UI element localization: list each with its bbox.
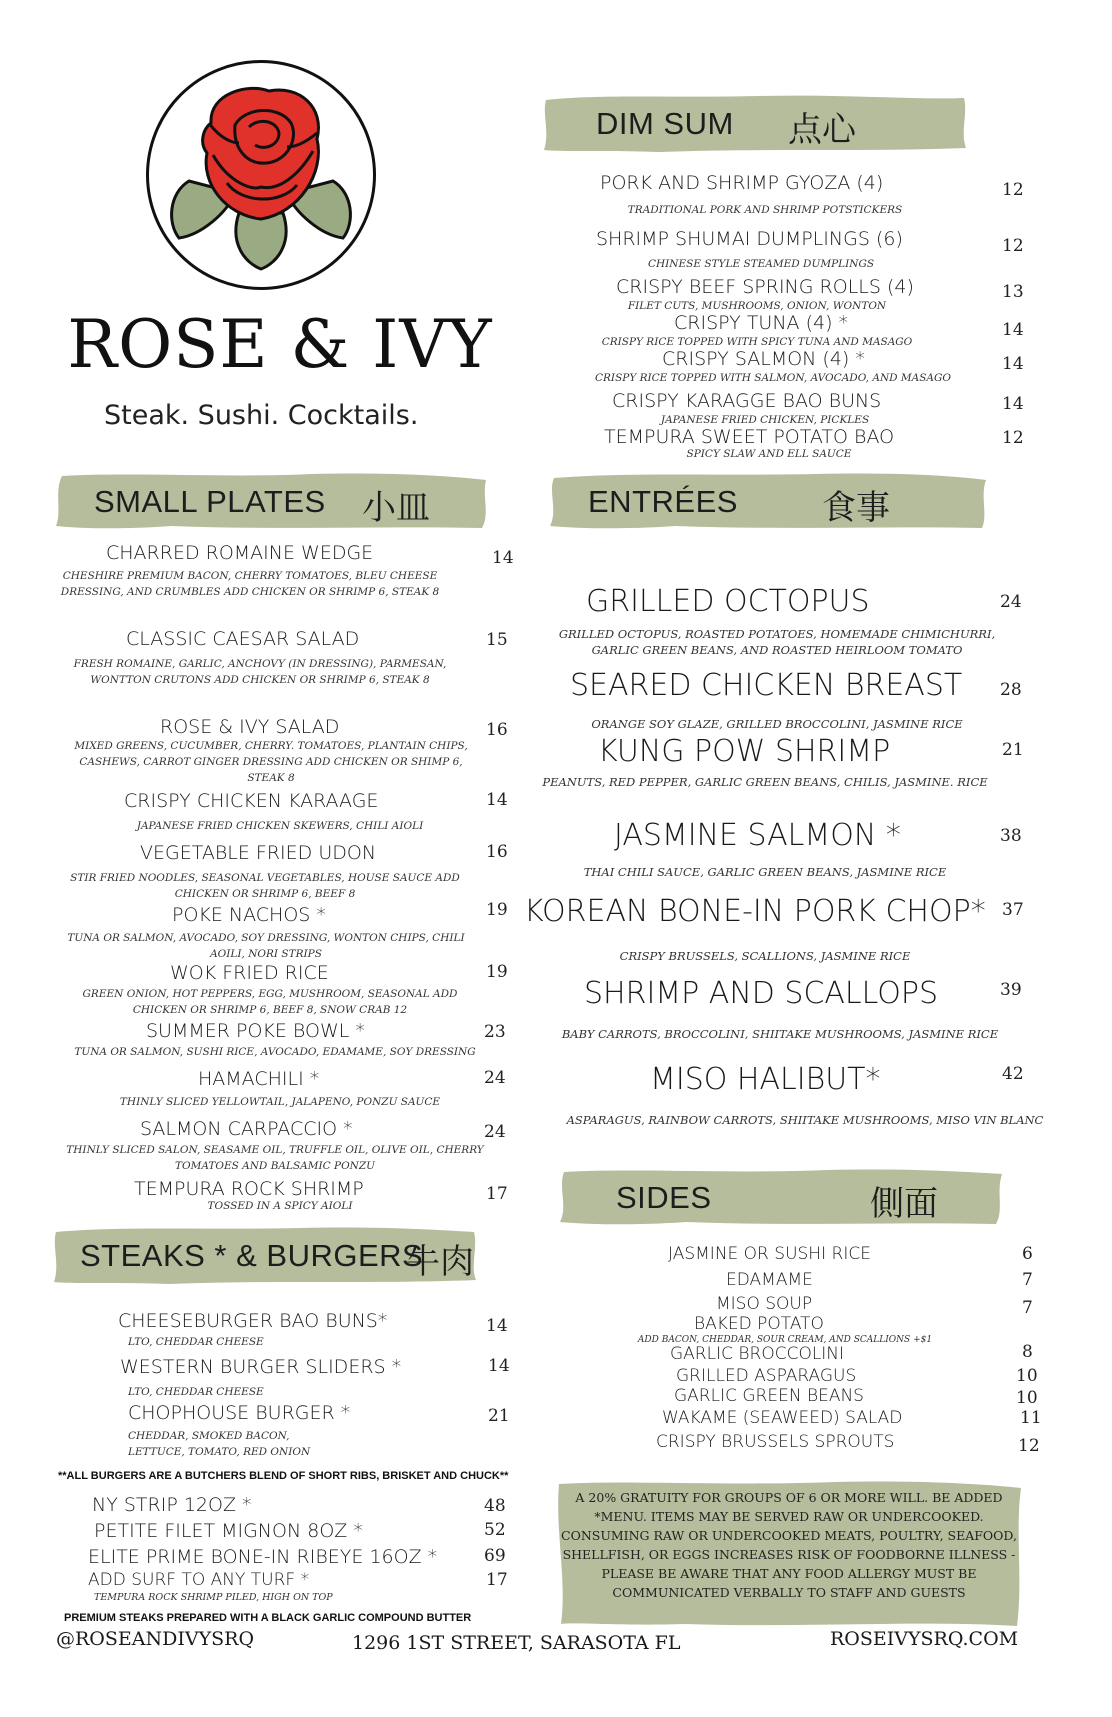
small-plates-item-desc: STIR FRIED NOODLES, SEASONAL VEGETABLES, HOUSE SAUCE ADD CHICKEN OR SHRIMP 6, BEEF 8 [70, 872, 460, 900]
dim-sum-item-name: CRISPY KARAGGE BAO BUNS [612, 390, 882, 412]
sides-item-price: 7 [1022, 1270, 1033, 1290]
entrees-item-price: 38 [1000, 826, 1022, 846]
dim-sum-item-price: 12 [1002, 180, 1024, 200]
dim-sum-item-desc: JAPANESE FRIED CHICKEN, PICKLES [660, 414, 870, 426]
burger-item-name: CHEESEBURGER BAO BUNS* [118, 1310, 388, 1332]
sides-title-cjk: 側面 [870, 1184, 938, 1224]
steak-item-name: PETITE FILET MIGNON 8OZ * [94, 1520, 363, 1542]
dim-sum-item-desc: CRISPY RICE TOPPED WITH SPICY TUNA AND MASAGO [601, 336, 913, 348]
small-plates-item-price: 16 [486, 842, 508, 862]
dim-sum-title: DIM SUM [596, 106, 734, 141]
dim-sum-item-desc: FILET CUTS, MUSHROOMS, ONION, WONTON [627, 300, 887, 312]
dim-sum-item-price: 12 [1002, 428, 1024, 448]
steak-item-price: 48 [484, 1496, 506, 1516]
small-plates-item-name: WOK FRIED RICE [170, 962, 329, 984]
small-plates-item-name: TEMPURA ROCK SHRIMP [134, 1178, 364, 1200]
burger-item-name: WESTERN BURGER SLIDERS * [120, 1356, 402, 1378]
dim-sum-item-price: 14 [1002, 320, 1024, 340]
dim-sum-item-price: 14 [1002, 394, 1024, 414]
entrees-item-desc: PEANUTS, RED PEPPER, GARLIC GREEN BEANS, CHILIS, JASMINE. RICE [542, 775, 988, 789]
small-plates-item-desc: TUNA OR SALMON, AVOCADO, SOY DRESSING, WONTON CHIPS, CHILI AOILI, NORI STRIPS [67, 932, 465, 960]
small-plates-item-desc: TOSSED IN A SPICY AIOLI [207, 1200, 353, 1212]
small-plates-title-cjk: 小皿 [362, 488, 430, 528]
entrees-banner [546, 470, 992, 532]
sides-item-price: 6 [1022, 1244, 1033, 1264]
dim-sum-item-desc: TRADITIONAL PORK AND SHRIMP POTSTICKERS [627, 204, 903, 216]
steak-item-price: 69 [484, 1546, 506, 1566]
small-plates-item-price: 15 [486, 630, 508, 650]
small-plates-item-price: 16 [486, 720, 508, 740]
rose-icon [149, 63, 373, 287]
burger-item-price: 21 [488, 1406, 510, 1426]
steaks-banner [50, 1224, 480, 1286]
notice-box [555, 1480, 1025, 1630]
sides-item-name: BAKED POTATO [694, 1314, 824, 1334]
footer-address: 1296 1ST STREET, SARASOTA FL [352, 1632, 681, 1654]
sides-item-name: CRISPY BRUSSELS SPROUTS [656, 1432, 895, 1452]
small-plates-item-desc: CHESHIRE PREMIUM BACON, CHERRY TOMATOES, BLEU CHEESE DRESSING, AND CRUMBLES ADD CHICKEN OR SHRIMP 6, STEAK 8 [60, 570, 440, 598]
entrees-item-price: 37 [1002, 900, 1024, 920]
sides-item-desc: ADD BACON, CHEDDAR, SOUR CREAM, AND SCALLIONS +$1 [637, 1335, 933, 1345]
entrees-item-name: MISO HALIBUT* [650, 1062, 881, 1097]
entrees-item-price: 39 [1000, 980, 1022, 1000]
sides-item-name: WAKAME (SEAWEED) SALAD [662, 1408, 903, 1428]
small-plates-item-name: CLASSIC CAESAR SALAD [126, 628, 360, 650]
steaks-title: STEAKS * & BURGERS [80, 1238, 424, 1273]
entrees-item-desc: THAI CHILI SAUCE, GARLIC GREEN BEANS, JASMINE RICE [583, 865, 947, 879]
small-plates-item-name: SUMMER POKE BOWL * [146, 1020, 365, 1042]
dim-sum-item-name: SHRIMP SHUMAI DUMPLINGS (6) [596, 228, 903, 250]
entrees-item-desc: BABY CARROTS, BROCCOLINI, SHIITAKE MUSHROOMS, JASMINE RICE [561, 1027, 999, 1041]
dim-sum-item-name: CRISPY TUNA (4) * [674, 312, 849, 334]
sides-item-name: GRILLED ASPARAGUS [676, 1366, 857, 1386]
small-plates-title: SMALL PLATES [94, 484, 326, 519]
steak-item-price: 52 [484, 1520, 506, 1540]
entrees-item-price: 21 [1002, 740, 1024, 760]
sides-item-price: 11 [1020, 1408, 1042, 1428]
steak-item-price: 17 [486, 1570, 508, 1590]
dim-sum-item-price: 13 [1002, 282, 1024, 302]
small-plates-banner [52, 470, 492, 532]
small-plates-item-name: POKE NACHOS * [172, 904, 326, 926]
burger-item-name: CHOPHOUSE BURGER * [128, 1402, 351, 1424]
small-plates-item-desc: THINLY SLICED YELLOWTAIL, JALAPENO, PONZU SAUCE [119, 1096, 441, 1108]
small-plates-item-price: 19 [486, 962, 508, 982]
sides-item-name: MISO SOUP [716, 1294, 813, 1314]
small-plates-item-price: 19 [486, 900, 508, 920]
steak-item-name: NY STRIP 12OZ * [92, 1494, 252, 1516]
small-plates-item-desc: TUNA OR SALMON, SUSHI RICE, AVOCADO, EDAMAME, SOY DRESSING [74, 1046, 476, 1058]
sides-item-price: 10 [1016, 1388, 1038, 1408]
entrees-item-name: SHRIMP AND SCALLOPS [584, 976, 939, 1011]
dim-sum-item-desc: SPICY SLAW AND ELL SAUCE [686, 448, 852, 460]
small-plates-item-price: 14 [486, 790, 508, 810]
sides-item-name: JASMINE OR SUSHI RICE [668, 1244, 871, 1264]
small-plates-item-price: 24 [484, 1068, 506, 1088]
dim-sum-item-name: TEMPURA SWEET POTATO BAO [604, 426, 895, 448]
entrees-item-price: 28 [1000, 680, 1022, 700]
dim-sum-item-desc: CRISPY RICE TOPPED WITH SALMON, AVOCADO, AND MASAGO [594, 372, 951, 384]
entrees-item-price: 24 [1000, 592, 1022, 612]
steak-item-desc: TEMPURA ROCK SHRIMP PILED, HIGH ON TOP [94, 1592, 333, 1603]
dim-sum-item-name: CRISPY SALMON (4) * [662, 348, 865, 370]
small-plates-item-name: CHARRED ROMAINE WEDGE [106, 542, 374, 564]
dim-sum-item-price: 12 [1002, 236, 1024, 256]
sides-item-price: 12 [1018, 1436, 1040, 1456]
steak-note: PREMIUM STEAKS PREPARED WITH A BLACK GARLIC COMPOUND BUTTER [64, 1612, 472, 1624]
entrees-item-name: GRILLED OCTOPUS [586, 584, 870, 619]
dim-sum-item-price: 14 [1002, 354, 1024, 374]
small-plates-item-price: 14 [492, 548, 514, 568]
small-plates-item-desc: GREEN ONION, HOT PEPPERS, EGG, MUSHROOM, SEASONAL ADD CHICKEN OR SHRIMP 6, BEEF 8, SNOW CRAB 12 [82, 988, 458, 1016]
small-plates-item-name: HAMACHILI * [198, 1068, 320, 1090]
burger-item-price: 14 [488, 1356, 510, 1376]
entrees-item-name: JASMINE SALMON * [614, 818, 901, 853]
small-plates-item-desc: MIXED GREENS, CUCUMBER, CHERRY. TOMATOES, PLANTAIN CHIPS, CASHEWS, CARROT GINGER DRESSING ADD CHICKEN OR SHIMP 6, STEAK 8 [74, 740, 468, 784]
small-plates-item-desc: JAPANESE FRIED CHICKEN SKEWERS, CHILI AIOLI [136, 820, 424, 832]
entrees-item-name: SEARED CHICKEN BREAST [570, 668, 963, 703]
brand-tagline: Steak. Sushi. Cocktails. [104, 400, 419, 431]
dim-sum-item-name: PORK AND SHRIMP GYOZA (4) [600, 172, 884, 194]
entrees-item-desc: GRILLED OCTOPUS, ROASTED POTATOES, HOMEMADE CHIMICHURRI, GARLIC GREEN BEANS, AND ROASTED HEIRLOOM TOMATO [558, 627, 996, 657]
entrees-item-name: KUNG POW SHRIMP [598, 734, 891, 769]
small-plates-item-price: 23 [484, 1022, 506, 1042]
brand-name: ROSE & IVY [67, 306, 493, 383]
entrees-item-desc: CRISPY BRUSSELS, SCALLIONS, JASMINE RICE [619, 949, 911, 963]
small-plates-item-desc: FRESH ROMAINE, GARLIC, ANCHOVY (IN DRESSING), PARMESAN, WONTTON CRUTONS ADD CHICKEN OR SHRIMP 6, STEAK 8 [73, 658, 447, 686]
logo-rose-icon [146, 60, 376, 290]
burger-item-desc: CHEDDAR, SMOKED BACON, LETTUCE, TOMATO, RED ONION [128, 1430, 311, 1458]
sides-title: SIDES [616, 1180, 712, 1215]
steaks-title-cjk: 牛肉 [406, 1242, 474, 1282]
small-plates-item-price: 24 [484, 1122, 506, 1142]
dim-sum-banner [540, 92, 970, 154]
sides-banner [556, 1166, 1008, 1228]
sides-item-price: 8 [1022, 1342, 1033, 1362]
sides-item-name: EDAMAME [726, 1270, 813, 1290]
notice-text: A 20% GRATUITY FOR GROUPS OF 6 OR MORE WILL. BE ADDED *MENU. ITEMS MAY BE SERVED RAW OR UNDERCOOKED. CONSUMING RAW OR UNDERCOOKED MEATS, POULTRY, SEAFOOD, SHELLFISH, OR EGGS INCREASES RISK OF FOODBORNE ILLNESS - PLEASE BE AWARE THAT ANY FOOD ALLERGY MUST BE COMMUNICATED VERBALLY TO STAFF AND GUESTS [561, 1490, 1017, 1600]
sides-item-name: GARLIC GREEN BEANS [674, 1386, 864, 1406]
steak-item-name: ELITE PRIME BONE-IN RIBEYE 16OZ * [88, 1546, 438, 1568]
small-plates-item-name: ROSE & IVY SALAD [160, 716, 340, 738]
small-plates-item-name: SALMON CARPACCIO * [140, 1118, 353, 1140]
entrees-item-name: KOREAN BONE-IN PORK CHOP* [524, 894, 986, 929]
steak-item-name: ADD SURF TO ANY TURF * [88, 1570, 310, 1590]
small-plates-item-name: VEGETABLE FRIED UDON [140, 842, 377, 864]
entrees-item-desc: ASPARAGUS, RAINBOW CARROTS, SHIITAKE MUSHROOMS, MISO VIN BLANC [566, 1113, 1044, 1127]
burger-note: **ALL BURGERS ARE A BUTCHERS BLEND OF SHORT RIBS, BRISKET AND CHUCK** [58, 1470, 509, 1482]
sides-item-price: 7 [1022, 1298, 1033, 1318]
sides-item-name: GARLIC BROCCOLINI [670, 1344, 845, 1364]
burger-item-desc: LTO, CHEDDAR CHEESE [128, 1386, 264, 1398]
entrees-title: ENTRÉES [588, 484, 738, 519]
entrees-item-desc: ORANGE SOY GLAZE, GRILLED BROCCOLINI, JASMINE RICE [591, 717, 963, 731]
entrees-title-cjk: 食事 [822, 488, 890, 528]
dim-sum-title-cjk: 点心 [788, 110, 856, 150]
entrees-item-price: 42 [1002, 1064, 1024, 1084]
dim-sum-item-desc: CHINESE STYLE STEAMED DUMPLINGS [647, 258, 875, 270]
sides-item-price: 10 [1016, 1366, 1038, 1386]
small-plates-item-name: CRISPY CHICKEN KARAAGE [124, 790, 379, 812]
footer-website: ROSEIVYSRQ.COM [830, 1628, 1019, 1650]
small-plates-item-price: 17 [486, 1184, 508, 1204]
small-plates-item-desc: THINLY SLICED SALON, SEASAME OIL, TRUFFLE OIL, OLIVE OIL, CHERRY TOMATOES AND BALSAMIC PONZU [66, 1144, 484, 1172]
dim-sum-item-name: CRISPY BEEF SPRING ROLLS (4) [616, 276, 914, 298]
burger-item-price: 14 [486, 1316, 508, 1336]
footer-social: @ROSEANDIVYSRQ [56, 1628, 255, 1650]
burger-item-desc: LTO, CHEDDAR CHEESE [128, 1336, 264, 1348]
